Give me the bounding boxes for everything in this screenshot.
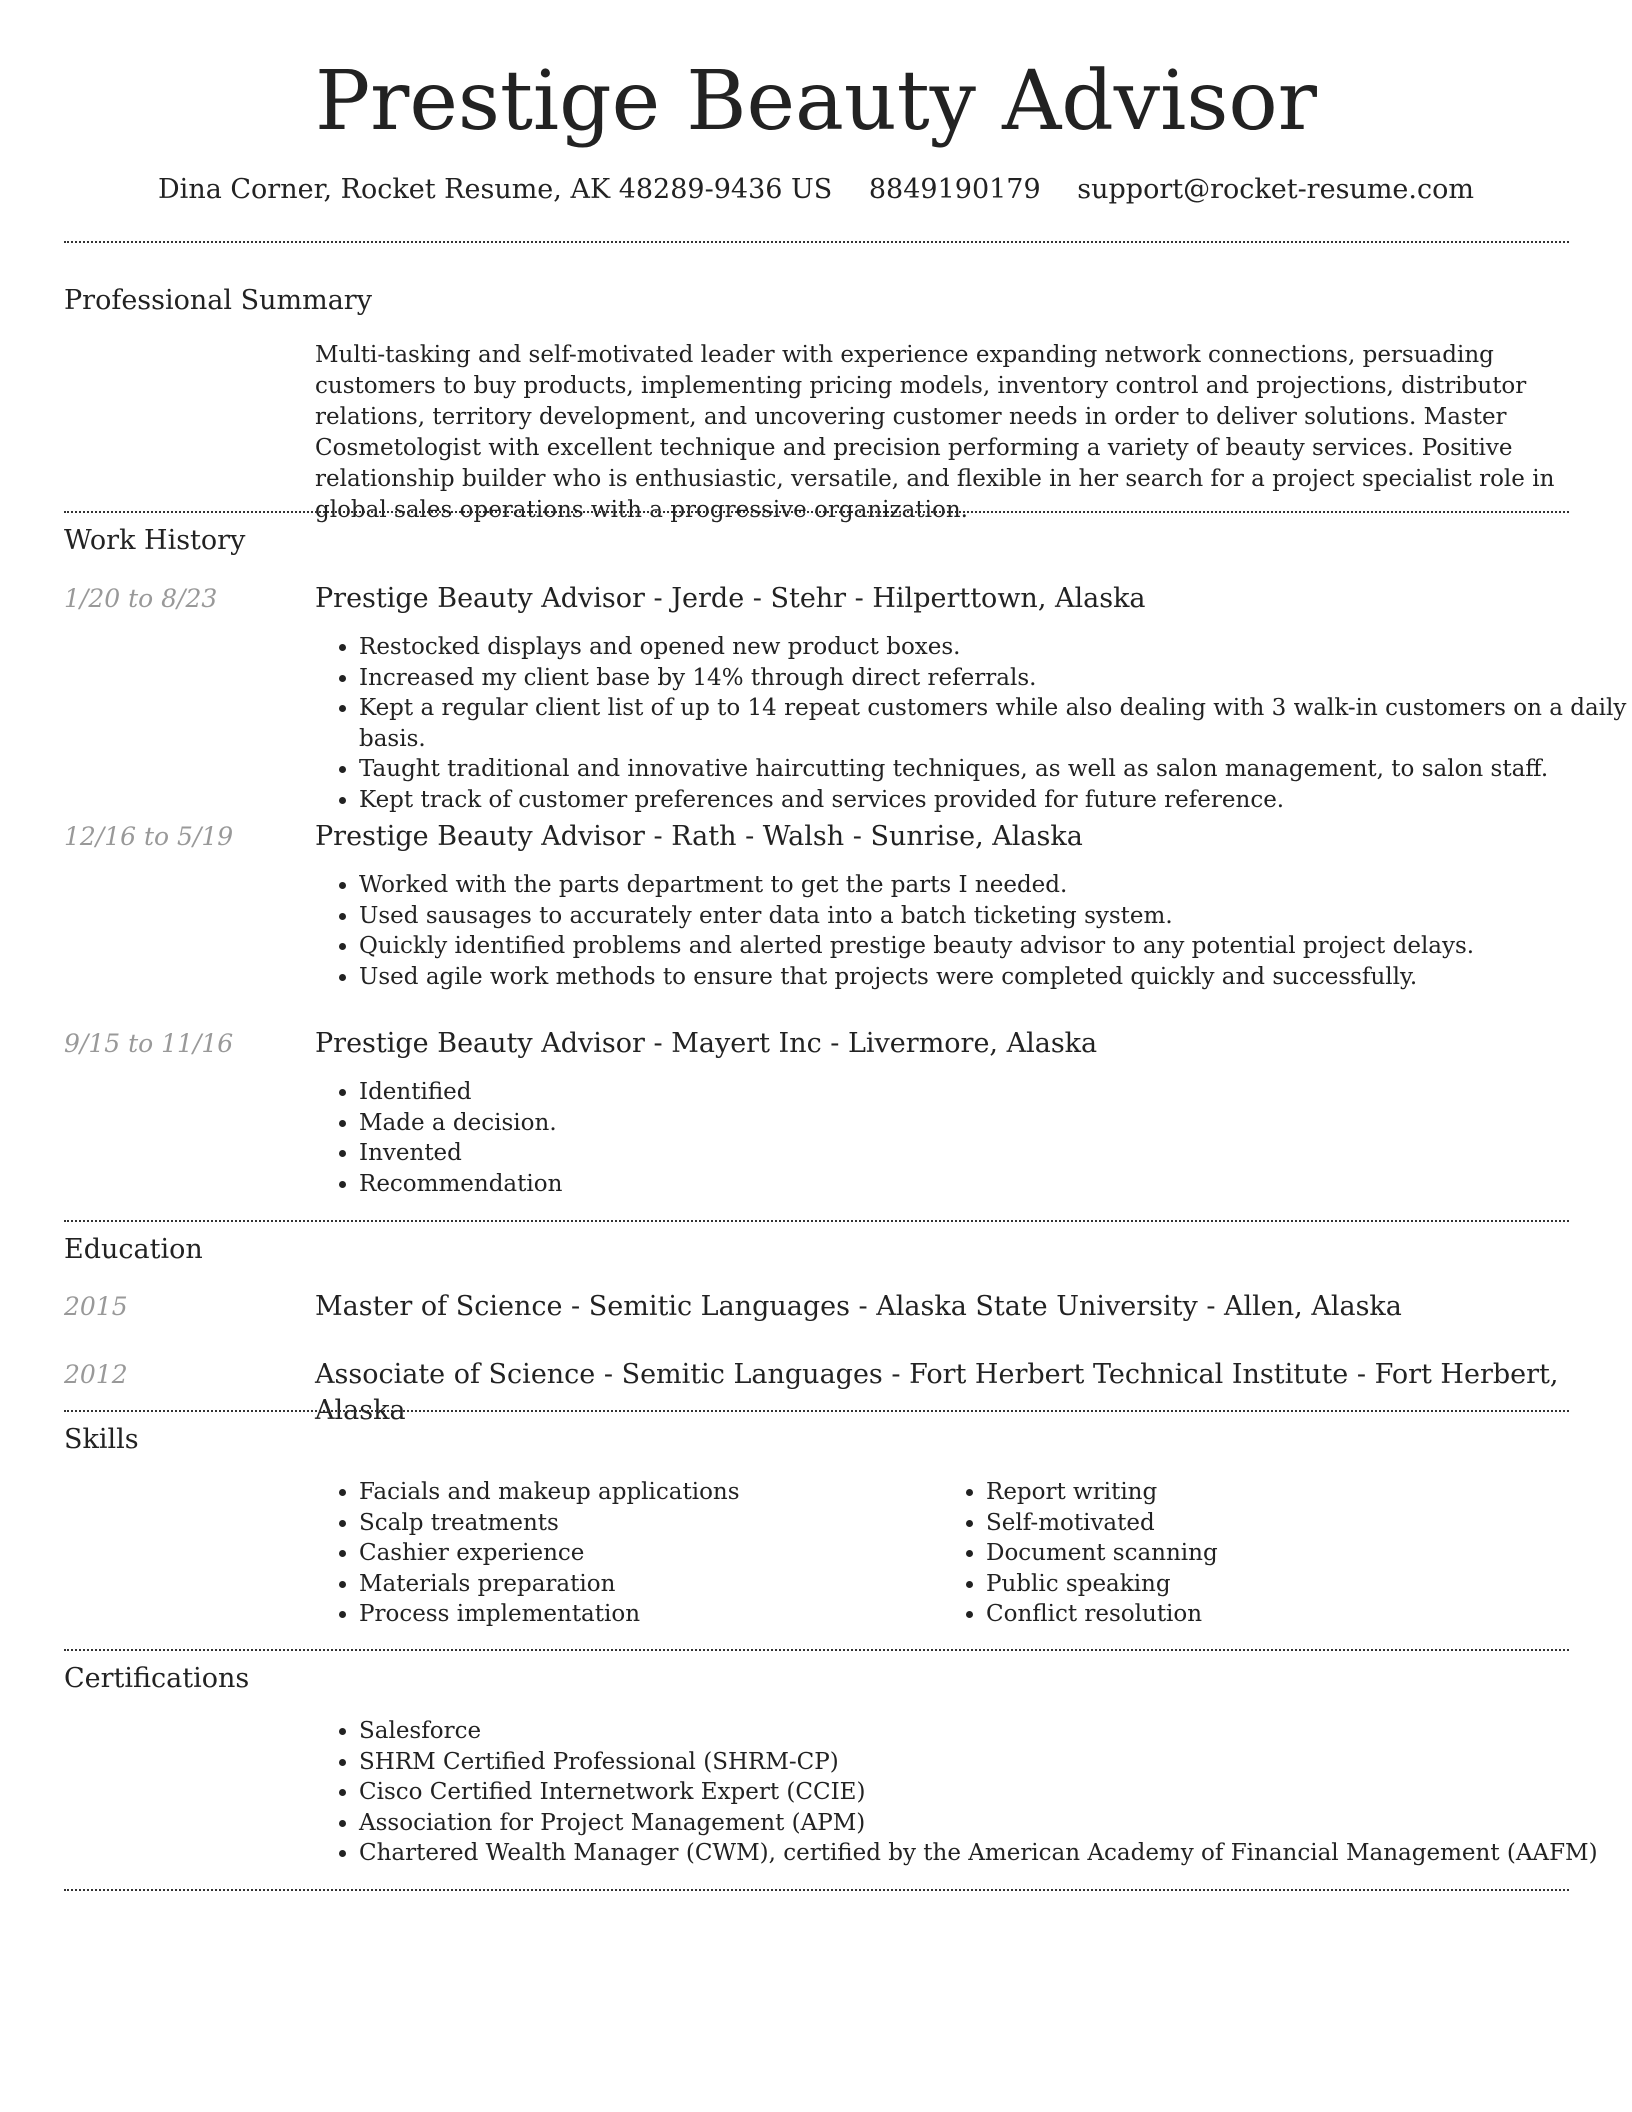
education-heading: Education — [64, 1234, 203, 1265]
education-degree: Master of Science - Semitic Languages - Alaska State University - Allen, Alaska — [315, 1291, 1402, 1322]
certifications-list — [315, 1716, 1598, 1869]
job-bullet: • Kept a regular client list of up to 14 repeat customers while also dealing with 3 walk-in customers on a daily basis. — [359, 693, 1632, 754]
education-year: 2015 — [64, 1292, 128, 1321]
job-bullets — [315, 870, 1474, 992]
job-bullets — [315, 632, 1632, 816]
work-history-heading: Work History — [64, 525, 246, 556]
job-bullet: • Increased my client base by 14% through direct referrals. — [359, 663, 1632, 694]
education-degree: Associate of Science - Semitic Languages - Fort Herbert Technical Institute - Fort Herbert, Alaska — [315, 1359, 1559, 1426]
skills-heading: Skills — [64, 1424, 139, 1455]
job-bullet: • Restocked displays and opened new product boxes. — [359, 632, 1632, 663]
phone: 8849190179 — [868, 174, 1041, 205]
job-title: Prestige Beauty Advisor - Mayert Inc - Livermore, Alaska — [315, 1028, 1098, 1059]
skill-item: • Cashier experience — [359, 1538, 942, 1569]
certification-item: • Chartered Wealth Manager (CWM), certified by the American Academy of Financial Management (AAFM) — [359, 1838, 1598, 1869]
job-bullet: • Kept track of customer preferences and services provided for future reference. — [359, 785, 1632, 816]
divider — [64, 1410, 1569, 1412]
contact-line — [0, 172, 1632, 208]
skills-column-left — [315, 1477, 942, 1630]
skill-item: • Materials preparation — [359, 1569, 942, 1600]
certification-item: • SHRM Certified Professional (SHRM-CP) — [359, 1747, 1598, 1778]
job-bullet: • Used sausages to accurately enter data into a batch ticketing system. — [359, 901, 1474, 932]
skill-item: • Conflict resolution — [986, 1599, 1569, 1630]
education-year: 2012 — [64, 1360, 128, 1389]
skills-list — [315, 1477, 1569, 1630]
job-title: Prestige Beauty Advisor - Rath - Walsh - Sunrise, Alaska — [315, 821, 1083, 852]
skill-item: • Facials and makeup applications — [359, 1477, 942, 1508]
certification-item: • Cisco Certified Internetwork Expert (CCIE) — [359, 1777, 1598, 1808]
job-bullet: • Quickly identified problems and alerted prestige beauty advisor to any potential project delays. — [359, 931, 1474, 962]
address: Dina Corner, Rocket Resume, AK 48289-9436 US — [158, 174, 833, 205]
divider — [64, 241, 1569, 243]
summary-heading: Professional Summary — [64, 285, 372, 316]
job-bullet: • Invented — [359, 1138, 562, 1169]
skill-item: • Process implementation — [359, 1599, 942, 1630]
certification-item: • Association for Project Management (APM) — [359, 1808, 1598, 1839]
job-bullet: • Taught traditional and innovative haircutting techniques, as well as salon management, to salon staff. — [359, 754, 1632, 785]
skills-column-right — [942, 1477, 1569, 1630]
certifications-heading: Certifications — [64, 1663, 250, 1694]
summary-text: Multi-tasking and self-motivated leader with experience expanding network connections, persuading customers to buy products, implementing pricing models, inventory control and projections, distributor relations, territory development, and uncovering customer needs in order to deliver solutions. Master Cosmetologist with excellent technique and precision performing a variety of beauty services. Positive relationship builder who is enthusiastic, versatile, and flexible in her search for a project specialist role in global sales operations with a progressive organization. — [315, 342, 1555, 523]
candidate-name: Prestige Beauty Advisor — [315, 54, 1317, 149]
skill-item: • Self-motivated — [986, 1508, 1569, 1539]
job-bullet: • Identified — [359, 1077, 562, 1108]
summary-section — [315, 340, 1569, 526]
divider — [64, 1220, 1569, 1222]
job-bullets — [315, 1077, 562, 1199]
skill-item: • Report writing — [986, 1477, 1569, 1508]
divider — [64, 1649, 1569, 1651]
skill-item: • Document scanning — [986, 1538, 1569, 1569]
job-dates: 1/20 to 8/23 — [64, 584, 218, 613]
job-bullet: • Made a decision. — [359, 1108, 562, 1139]
skill-item: • Scalp treatments — [359, 1508, 942, 1539]
email[interactable]: support@rocket-resume.com — [1077, 174, 1474, 205]
job-dates: 12/16 to 5/19 — [64, 822, 234, 851]
job-bullet: • Worked with the parts department to get the parts I needed. — [359, 870, 1474, 901]
divider — [64, 511, 1569, 513]
job-bullet: • Recommendation — [359, 1169, 562, 1200]
divider — [64, 1889, 1569, 1891]
job-dates: 9/15 to 11/16 — [64, 1029, 234, 1058]
job-bullet: • Used agile work methods to ensure that projects were completed quickly and successfully. — [359, 962, 1474, 993]
certification-item: • Salesforce — [359, 1716, 1598, 1747]
skill-item: • Public speaking — [986, 1569, 1569, 1600]
job-title: Prestige Beauty Advisor - Jerde - Stehr - Hilperttown, Alaska — [315, 583, 1146, 614]
